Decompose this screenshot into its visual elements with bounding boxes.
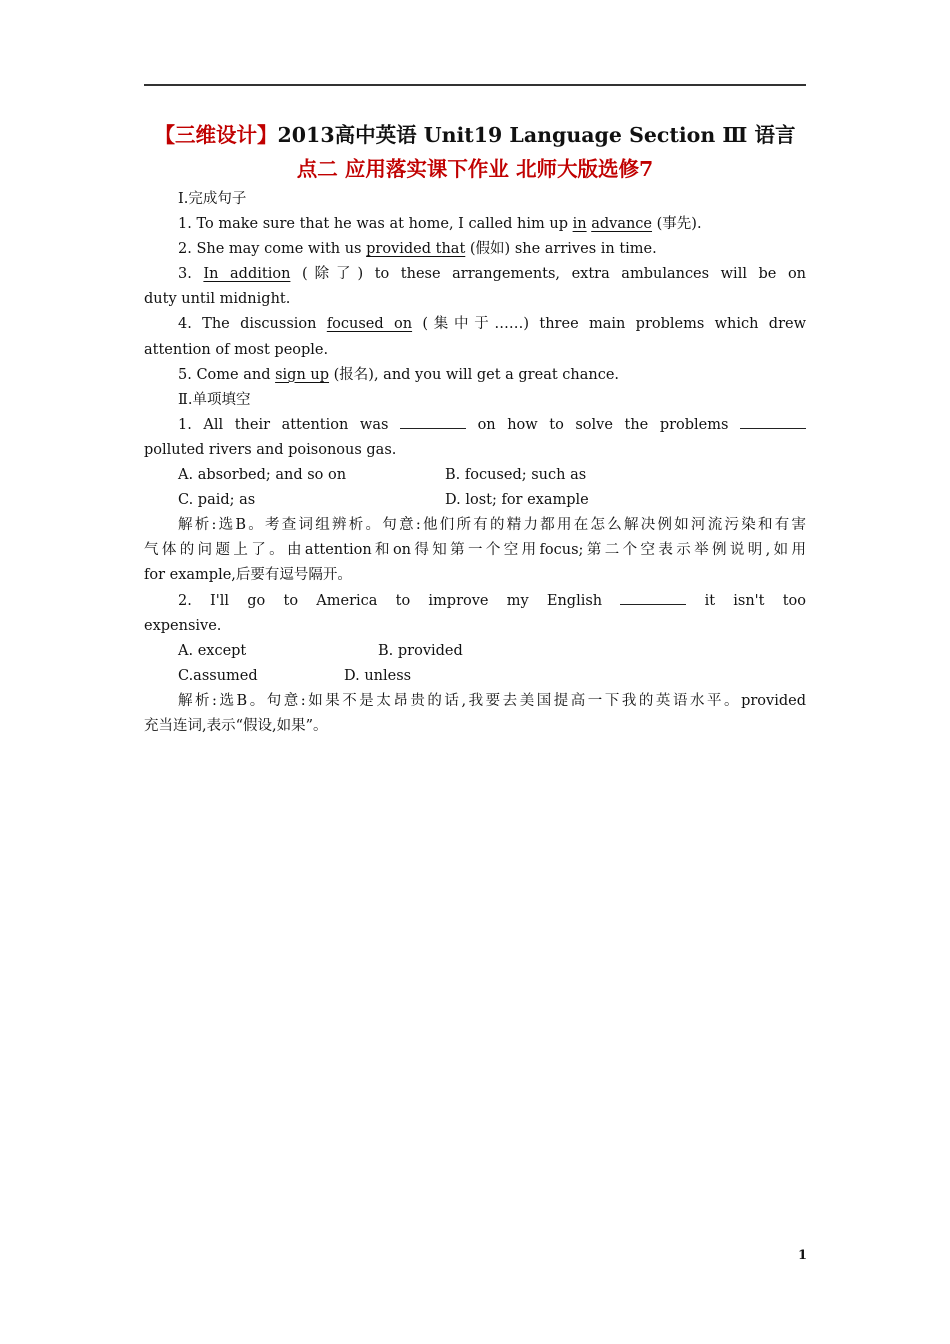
section1-heading: Ⅰ.完成句子 (178, 191, 247, 207)
q2-stem-part2: it isn't too (704, 592, 806, 609)
q2-stem (144, 589, 806, 614)
s1-item-4-answer: focused on (326, 316, 413, 333)
s1-item-3-answer: In addition (203, 266, 291, 283)
q1-stem-cont: polluted rivers and poisonous gas. (144, 441, 397, 458)
s1-item-1-answer-b: advance (591, 216, 653, 233)
q2-stem-part1: 2. I'll go to America to improve my English (178, 592, 603, 609)
s1-item-1-text: 1. To make sure that he was at home, I called him up (178, 216, 573, 233)
s1-item-5 (144, 363, 806, 388)
s1-item-4 (144, 312, 806, 337)
q2-options-ab (144, 639, 806, 664)
s1-item-2-text: 2. She may come with us (178, 241, 367, 258)
s1-item-2-answer: provided that (366, 241, 466, 258)
q1-explanation-3: for example,后要有逗号隔开。 (144, 567, 352, 584)
q2-option-b: B. provided (378, 642, 463, 659)
section2-heading: Ⅱ.单项填空 (178, 391, 251, 408)
q2-option-c: C.assumed (178, 667, 258, 684)
s1-item-3-text: 3. (178, 266, 204, 283)
s1-item-1-answer-a: in (572, 216, 587, 233)
q2-explanation-1: 解析:选B。句意:如果不是太昂贵的话,我要去美国提高一下我的英语水平。provided (178, 692, 806, 709)
title-line-1-rest: 2013高中英语 Unit19 Language Section Ⅲ 语言 (277, 123, 796, 147)
s1-item-1 (144, 212, 806, 237)
s1-item-5-answer: sign up (275, 366, 330, 383)
q2-explanation-2: 充当连词,表示“假设,如果”。 (144, 717, 328, 734)
s1-item-2-gloss: (假如) she arrives in time. (465, 241, 657, 258)
q2-stem-cont: expensive. (144, 617, 222, 634)
s1-item-4-gloss: (集中于……) three main problems which drew (412, 316, 806, 333)
title-line-2: 点二 应用落实课下作业 北师大版选修7 (296, 157, 654, 181)
q1-stem (144, 413, 806, 438)
q1-options-cd (144, 488, 806, 513)
s1-item-1-gloss: (事先). (652, 216, 702, 233)
title-bracket: 【三维设计】 (154, 123, 278, 147)
page-number: 1 (798, 1248, 808, 1263)
title-line-1 (144, 118, 806, 152)
s1-item-3 (144, 262, 806, 287)
s1-item-2 (144, 237, 806, 262)
q1-options-ab (144, 463, 806, 488)
s1-item-4-cont: attention of most people. (144, 341, 329, 358)
q2-option-a: A. except (178, 642, 247, 659)
q1-stem-part2: on how to solve the problems (477, 416, 729, 433)
q2-blank (620, 590, 686, 605)
q1-explanation-1: 解析:选B。考查词组辨析。句意:他们所有的精力都用在怎么解决例如河流污染和有害 (178, 517, 806, 534)
q1-blank-1 (400, 414, 466, 429)
q1-stem-part1: 1. All their attention was (178, 416, 389, 433)
s1-item-4-text: 4. The discussion (178, 316, 327, 333)
document-body (144, 187, 806, 739)
q1-option-a: A. absorbed; and so on (178, 467, 347, 484)
q1-option-b: B. focused; such as (445, 467, 587, 484)
document-title (144, 118, 806, 186)
header-rule (144, 84, 806, 86)
s1-item-5-text: 5. Come and (178, 366, 276, 383)
q1-option-d: D. lost; for example (445, 492, 589, 509)
q2-options-cd (144, 664, 806, 689)
q1-option-c: C. paid; as (178, 492, 256, 509)
s1-item-5-gloss: (报名), and you will get a great chance. (329, 366, 620, 383)
q1-blank-2 (740, 414, 806, 429)
s1-item-3-cont: duty until midnight. (144, 291, 291, 308)
q1-explanation-2: 气体的问题上了。由attention和on得知第一个空用focus;第二个空表示举例说明,如用 (144, 542, 806, 559)
s1-item-3-gloss: (除了) to these arrangements, extra ambulances will be on (290, 266, 807, 283)
q2-option-d: D. unless (344, 667, 412, 684)
